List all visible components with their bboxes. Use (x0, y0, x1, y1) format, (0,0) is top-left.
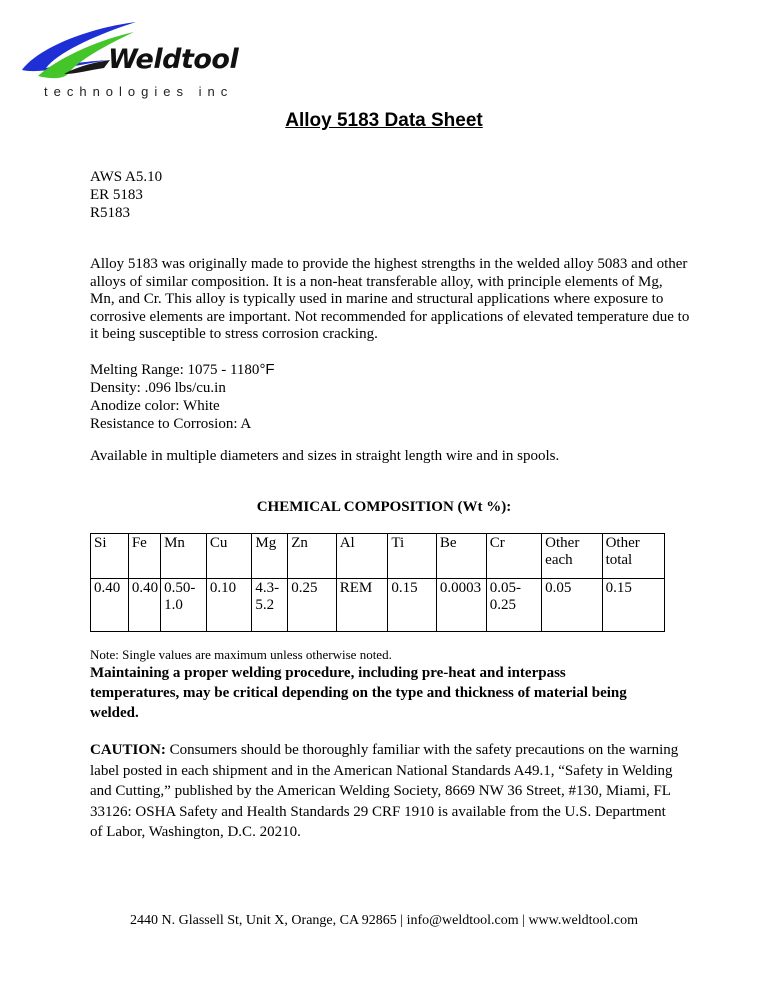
header-cell: Be (436, 534, 486, 579)
value-cell: 0.0003 (436, 579, 486, 632)
composition-value-row (91, 579, 665, 632)
page-title: Alloy 5183 Data Sheet (285, 110, 483, 131)
spec-code: ER 5183 (90, 187, 143, 203)
spec-code: R5183 (90, 205, 131, 221)
caution-paragraph (90, 740, 680, 843)
value-cell: 0.25 (288, 579, 337, 632)
header-cell: Si (91, 534, 129, 579)
value-cell: 0.05 (542, 579, 602, 632)
brand-wordmark: Weldtool (108, 44, 239, 75)
header-cell: Ti (388, 534, 437, 579)
spec-code: AWS A5.10 (90, 169, 163, 185)
value-cell: REM (336, 579, 388, 632)
density: Density: .096 lbs/cu.in (90, 380, 226, 396)
alloy-description: Alloy 5183 was originally made to provide the highest strengths in the welded alloy 5083 and other alloys of similar composition. It is a non-heat transferable alloy, with principle elements of Mg, Mn, and Cr. This alloy is typically used in marine and structural applications where exposure to corrosive elements are important. Not recommended for applications of elevated temperature due to it being susceptible to stress corrosion cracking. (90, 256, 690, 342)
value-cell: 0.15 (602, 579, 664, 632)
anodize-color: Anodize color: White (90, 398, 220, 414)
melting-unit: °F (259, 361, 275, 378)
availability-text: Available in multiple diameters and sizes in straight length wire and in spools. (90, 448, 560, 464)
header-cell: Al (336, 534, 388, 579)
value-cell: 0.40 (91, 579, 129, 632)
composition-table (90, 533, 665, 632)
alloy-properties (90, 361, 275, 433)
header-cell: Cr (486, 534, 541, 579)
value-cell: 0.05-0.25 (486, 579, 541, 632)
composition-title: CHEMICAL COMPOSITION (Wt %): (256, 499, 512, 515)
caution-label: CAUTION: (90, 742, 166, 758)
brand-tagline: technologies inc (44, 84, 234, 99)
header-cell: Fe (128, 534, 160, 579)
header-cell: Mg (252, 534, 288, 579)
melting-range-line (90, 361, 275, 379)
melting-range: Melting Range: 1075 - 1180 (90, 362, 260, 378)
caution-text: Consumers should be thoroughly familiar with the safety precautions on the warning label posted in each shipment and in the American National Standards A49.1, “Safety in Welding and Cutting,” published by the American Welding Society, 8669 NW 36 Street, #130, Miami, FL 33126: OSHA Safety and Health Standards 29 CRF 1910 is available from the U.S. Department of Labor, Washington, D.C. 20210. (90, 742, 679, 840)
header-cell: Cu (206, 534, 252, 579)
composition-header-row (91, 534, 665, 579)
header-cell: Zn (288, 534, 337, 579)
value-cell: 0.10 (206, 579, 252, 632)
header-cell: Mn (161, 534, 207, 579)
corrosion-resistance: Resistance to Corrosion: A (90, 416, 252, 432)
footer-contact: 2440 N. Glassell St, Unit X, Orange, CA 92865 | info@weldtool.com | www.weldtool.com (130, 913, 638, 928)
value-cell: 0.50-1.0 (161, 579, 207, 632)
welding-warning: Maintaining a proper welding procedure, including pre-heat and interpass temperatures, may be critical depending on the type and thickness of material being welded. (90, 665, 627, 721)
value-cell: 0.15 (388, 579, 437, 632)
specification-codes (90, 168, 162, 222)
weldtool-logo (18, 18, 258, 102)
composition-note: Note: Single values are maximum unless otherwise noted. (90, 647, 392, 662)
value-cell: 4.3-5.2 (252, 579, 288, 632)
header-cell: Other each (542, 534, 602, 579)
value-cell: 0.40 (128, 579, 160, 632)
header-cell: Other total (602, 534, 664, 579)
